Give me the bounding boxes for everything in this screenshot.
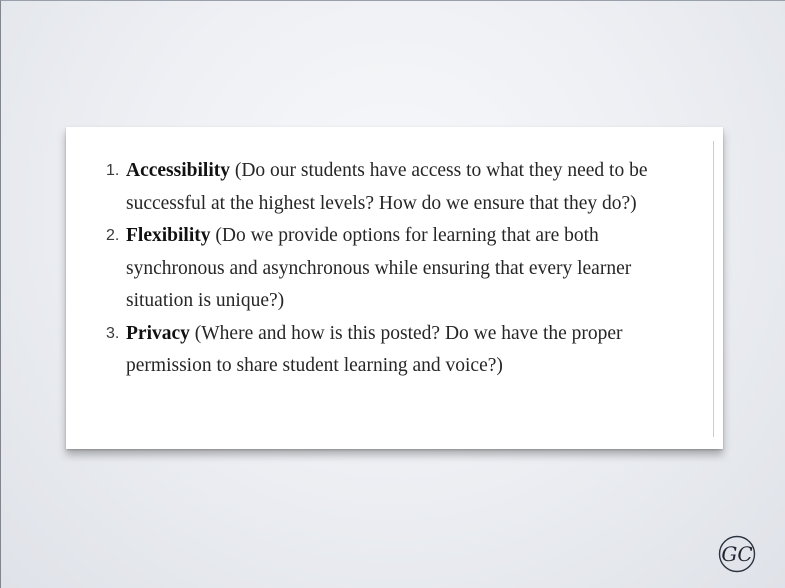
item-term: Privacy (126, 322, 190, 344)
list-number: 1. (106, 162, 120, 179)
item-term: Flexibility (126, 225, 211, 246)
item-term: Accessibility (126, 160, 230, 181)
considerations-list (106, 155, 696, 383)
list-item-accessibility (106, 155, 696, 220)
card-edge-divider (713, 141, 714, 437)
item-description: (Do our students have access to what they need to be successful at the highest levels? How do we ensure that they do?) (126, 160, 648, 214)
list-item-flexibility (106, 220, 696, 318)
list-number: 3. (106, 324, 120, 342)
content-card (66, 127, 723, 449)
list-number: 2. (106, 227, 120, 244)
gc-monogram-logo-icon (718, 535, 756, 573)
item-description: (Do we provide options for learning that are both synchronous and asynchronous while ensuring that every learner situation is unique?) (126, 225, 632, 311)
item-description: (Where and how is this posted? Do we have the proper permission to share student learning and voice?) (126, 322, 623, 376)
logo-text: GC (721, 542, 753, 566)
list-item-privacy (106, 318, 696, 383)
